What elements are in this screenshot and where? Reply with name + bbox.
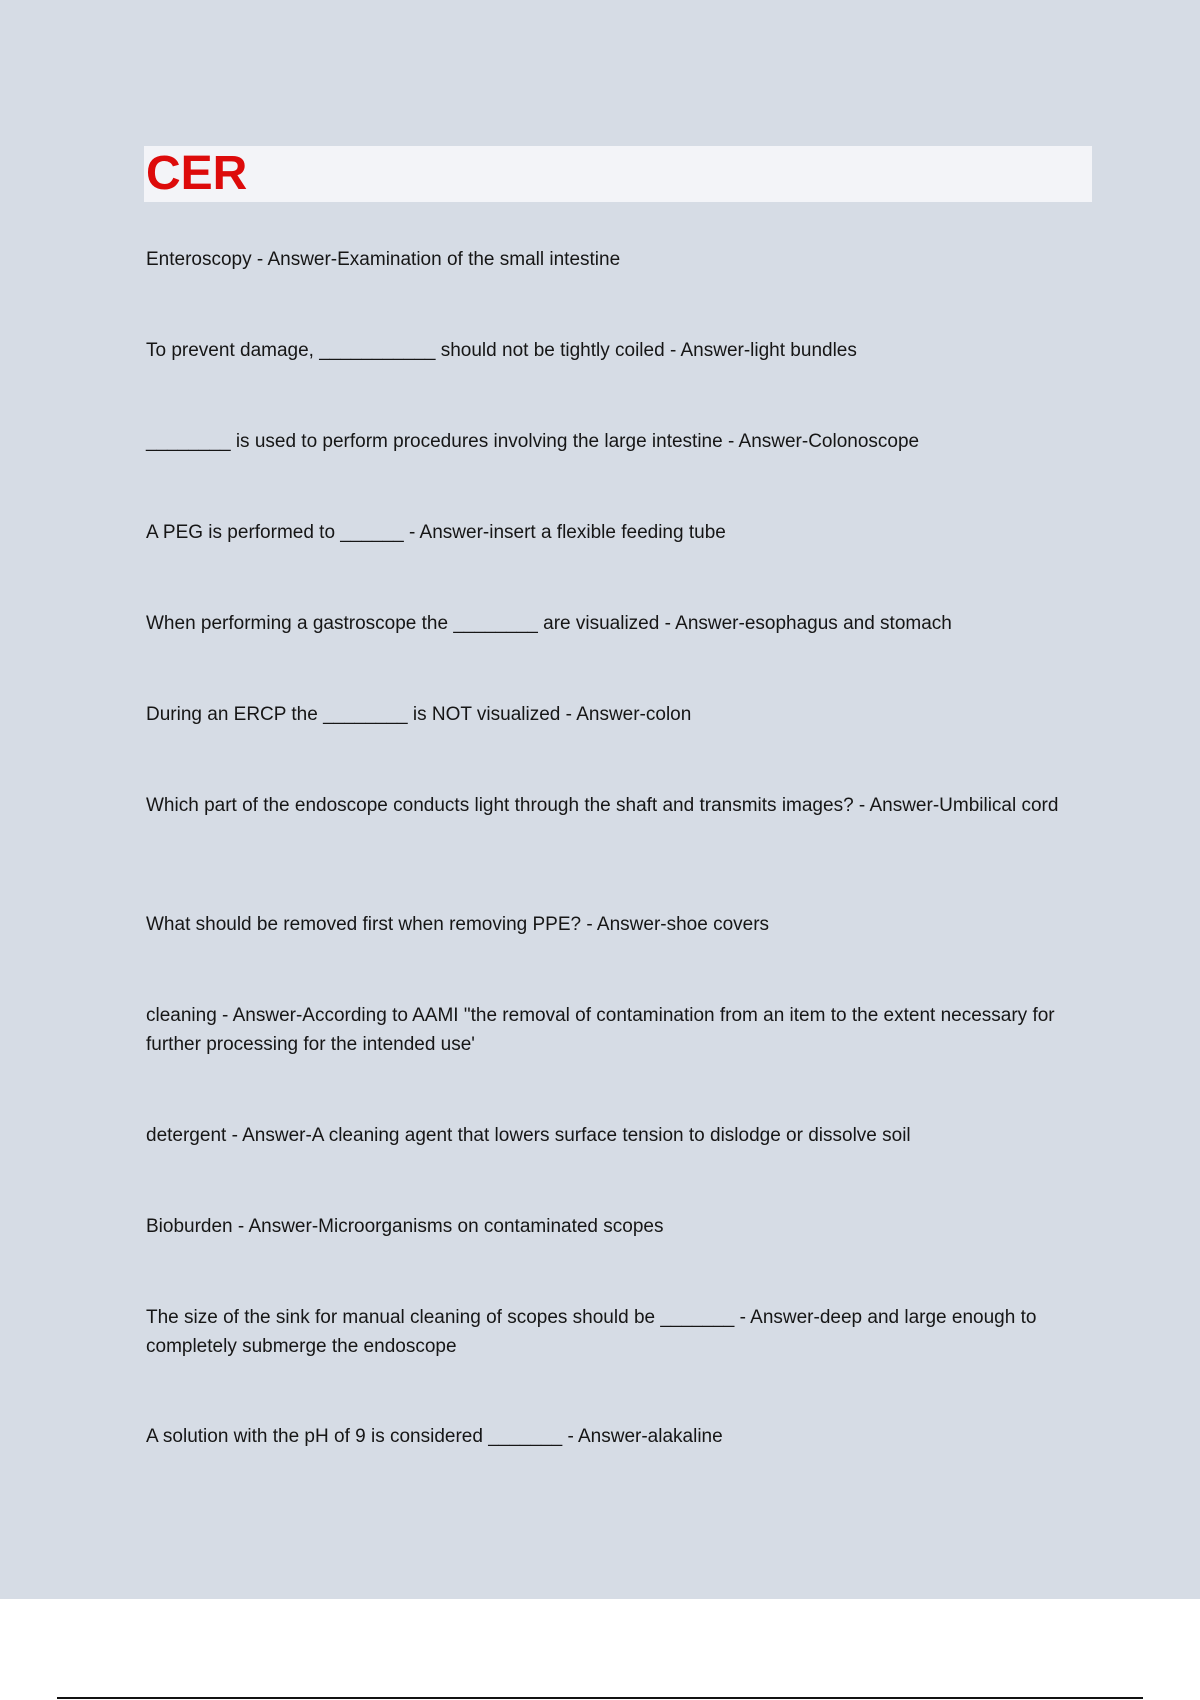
document-title: CER bbox=[146, 147, 248, 200]
qa-item: A PEG is performed to ______ - Answer-insert a flexible feeding tube bbox=[146, 522, 726, 543]
qa-item: The size of the sink for manual cleaning of scopes should be _______ - Answer-deep and large enough to completely submerge the endoscope bbox=[146, 1307, 1037, 1357]
qa-item: When performing a gastroscope the ________ are visualized - Answer-esophagus and stomach bbox=[146, 613, 952, 634]
qa-item: cleaning - Answer-According to AAMI "the removal of contamination from an item to the extent necessary for further processing for the intended use' bbox=[146, 1005, 1055, 1055]
qa-item: Bioburden - Answer-Microorganisms on contaminated scopes bbox=[146, 1216, 664, 1237]
qa-item: detergent - Answer-A cleaning agent that lowers surface tension to dislodge or dissolve soil bbox=[146, 1125, 911, 1146]
qa-item: What should be removed first when removing PPE? - Answer-shoe covers bbox=[146, 914, 770, 935]
footer-rule bbox=[57, 1697, 1143, 1699]
qa-item: During an ERCP the ________ is NOT visualized - Answer-colon bbox=[146, 704, 692, 725]
qa-item: To prevent damage, ___________ should not be tightly coiled - Answer-light bundles bbox=[146, 340, 857, 361]
qa-item: ________ is used to perform procedures involving the large intestine - Answer-Colonoscope bbox=[146, 431, 920, 452]
title-bar bbox=[144, 146, 1092, 202]
qa-item: Enteroscopy - Answer-Examination of the small intestine bbox=[146, 249, 621, 270]
qa-item: A solution with the pH of 9 is considered _______ - Answer-alakaline bbox=[146, 1426, 723, 1447]
qa-item: Which part of the endoscope conducts light through the shaft and transmits images? - Answer-Umbilical cord bbox=[146, 795, 1059, 816]
